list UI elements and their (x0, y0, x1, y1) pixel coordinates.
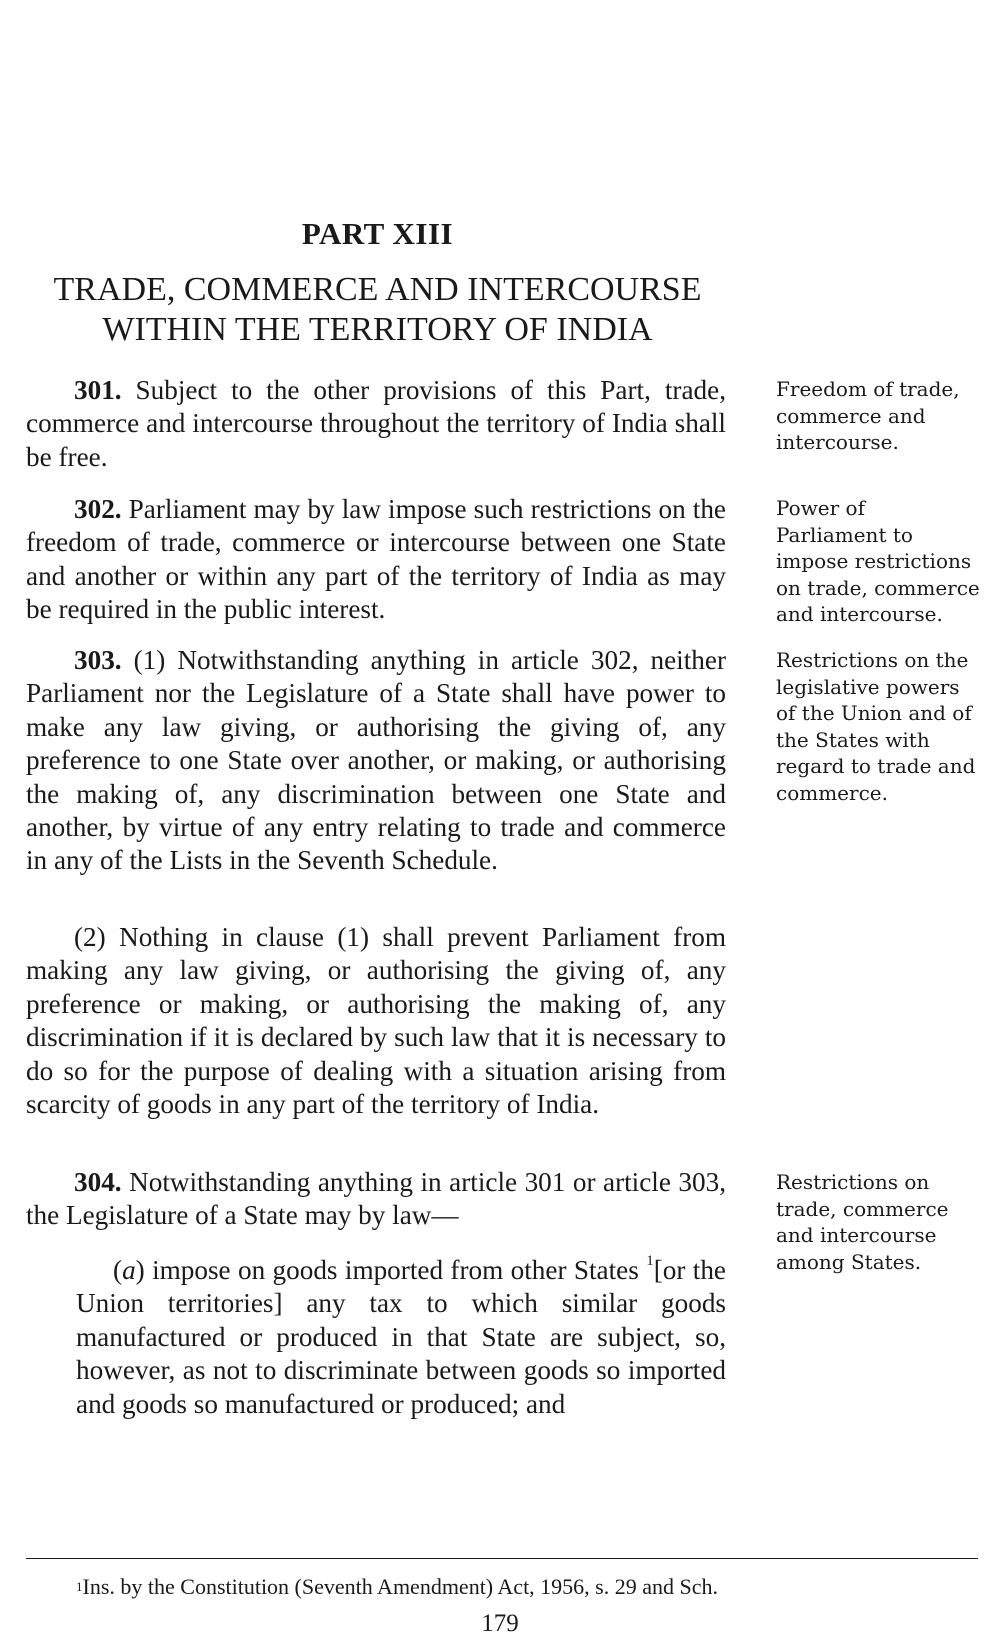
footnote-reference: 1 (646, 1253, 654, 1269)
article-304-subclause-a: (a) impose on goods imported from other States $^1$[or the Union territories] any tax to which similar goods manufactured or produced in that State are subject, so, however, as not to discriminate between goods so imported and goods so manufactured or produced; and (76, 1253, 726, 1419)
article-301 (26, 374, 726, 474)
part-title-line-2: WITHIN THE TERRITORY OF INDIA (102, 311, 653, 348)
subclause-label: a (122, 1255, 136, 1285)
article-number: 301. (74, 375, 122, 405)
margin-note-303: Restrictions on the legislative powers of the Union and of the States with regard to trade and commerce. (776, 648, 976, 805)
article-text: Subject to the other provisions of this Part, trade, commerce and intercourse throughout the territory of India shall be free. (26, 375, 726, 472)
article-text: Parliament may by law impose such restrictions on the freedom of trade, commerce or intercourse between one State and another or within any part of the territory of India as may be required in the public interest. (26, 494, 726, 625)
part-heading: PART XIII (301, 216, 454, 251)
article-number: 304. (74, 1167, 122, 1197)
margin-note-302: Power of Parliament to impose restrictions on trade, commerce and intercourse. (776, 496, 980, 626)
page-number: 179 (481, 1610, 519, 1637)
subclause-text-part-2: [or the Union territories] any tax to which similar goods manufactured or produced in that State are subject, so, however, as not to discriminate between goods so imported and goods so manufactured or produced; and (76, 1255, 726, 1419)
footnote (76, 1573, 976, 1601)
margin-note-304: Restrictions on trade, commerce and intercourse among States. (776, 1170, 949, 1274)
article-text: (2) Nothing in clause (1) shall prevent Parliament from making any law giving, or authorising the giving of, any preference or making, or authorising the making of, any discrimination if it is declared by such law that it is necessary to do so for the purpose of dealing with a situation arising from scarcity of goods in any part of the territory of India. (26, 922, 726, 1120)
article-text: (1) Notwithstanding anything in article 302, neither Parliament nor the Legislature of a State shall have power to make any law giving, or authorising the giving of, any preference to one State over another, or making, or authorising the making of, any discrimination between one State and another, by virtue of any entry relating to trade and commerce in any of the Lists in the Seventh Schedule. (26, 645, 726, 876)
margin-note-301: Freedom of trade, commerce and intercourse. (776, 377, 960, 454)
part-title (0, 270, 755, 350)
subclause-text-part-1: impose on goods imported from other States (144, 1255, 647, 1285)
article-304 (26, 1166, 726, 1233)
part-title-line-1: TRADE, COMMERCE AND INTERCOURSE (53, 271, 702, 308)
article-number: 302. (74, 494, 122, 524)
article-text: Notwithstanding anything in article 301 or article 303, the Legislature of a State may by law— (26, 1167, 727, 1231)
article-303-clause-1 (26, 644, 726, 878)
footnote-divider (26, 1558, 978, 1559)
article-302 (26, 493, 726, 627)
footnote-marker: 1 (76, 1579, 83, 1594)
footnote-text: Ins. by the Constitution (Seventh Amendment) Act, 1956, s. 29 and Sch. (82, 1574, 719, 1599)
article-number: 303. (74, 645, 122, 675)
article-303-clause-2 (26, 921, 726, 1121)
